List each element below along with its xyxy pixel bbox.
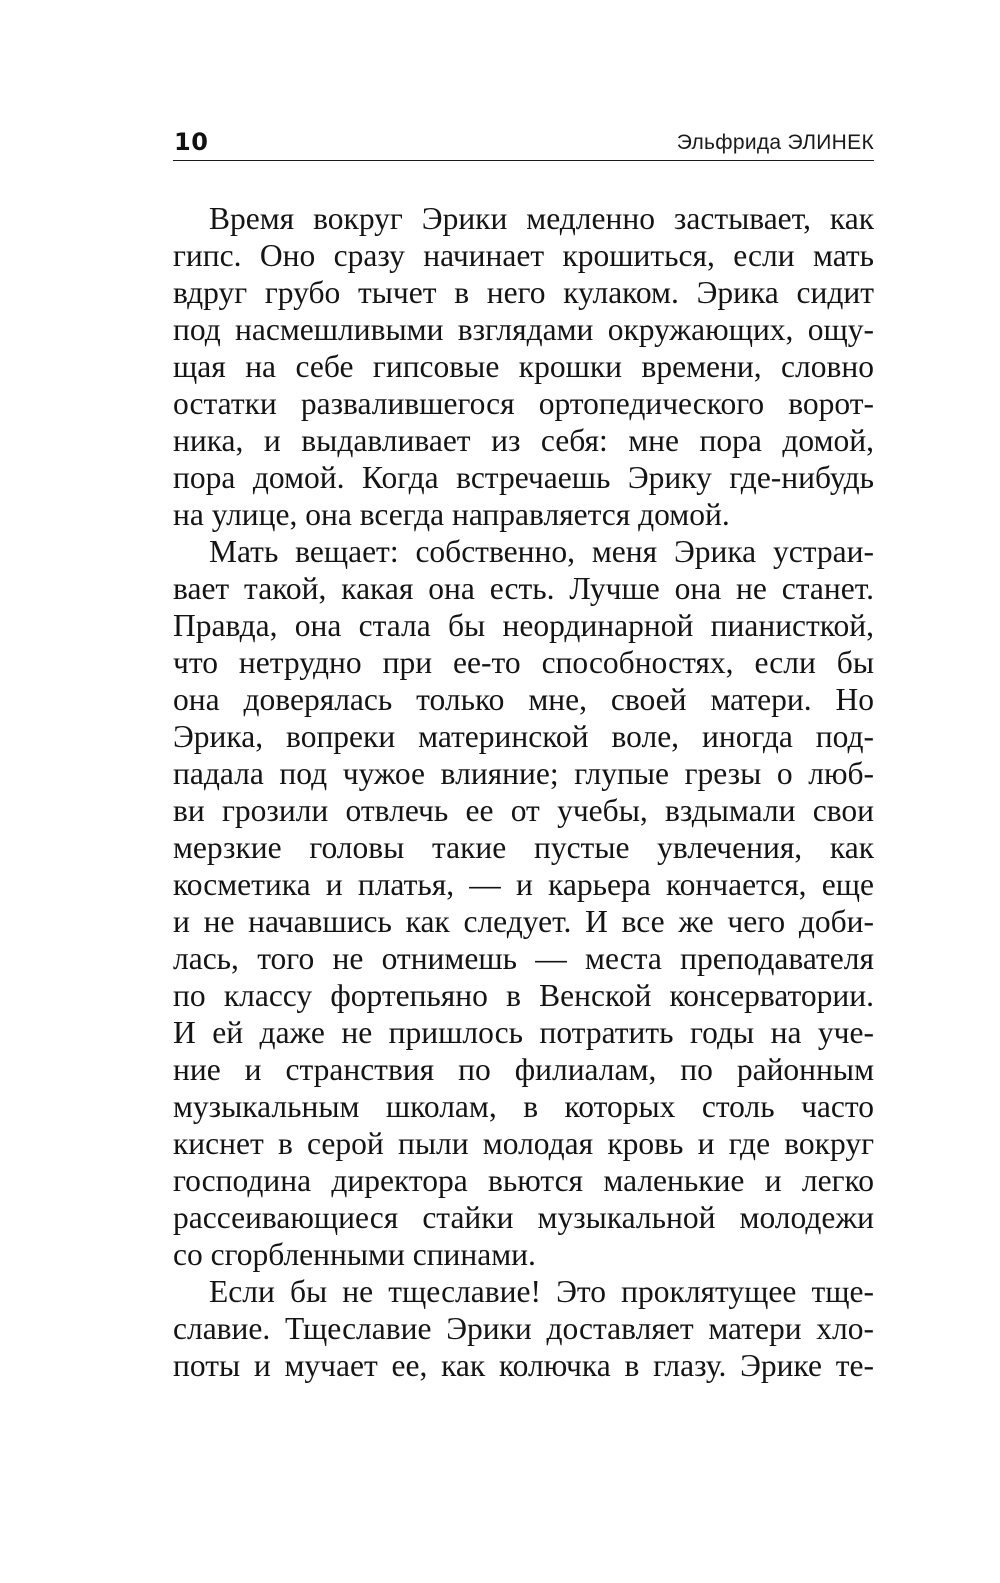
text-line: ника, и выдавливает из себя: мне пора домой, [173,423,874,458]
text-line: славие. Тщеславие Эрики доставляет матери хло- [173,1311,874,1346]
text-line: Эрика, вопреки материнской воле, иногда под- [173,719,874,754]
text-line: падала под чужое влияние; глупые грезы о люб- [173,756,874,791]
paragraph-2 [173,533,874,1273]
paragraph-3 [173,1273,874,1384]
text-line: Если бы не тщеславие! Это проклятущее тще- [209,1274,874,1309]
text-line: гипс. Оно сразу начинает крошиться, если мать [173,238,874,273]
page-header [173,126,874,161]
text-line: поты и мучает ее, как колючка в глазу. Эрике те- [173,1348,874,1383]
text-line: вдруг грубо тычет в него кулаком. Эрика сидит [173,275,874,310]
text-line: косметика и платья, — и карьера кончается, еще [173,867,874,902]
text-line: на улице, она всегда направляется домой. [173,497,730,532]
text-line: лась, того не отнимешь — места преподавателя [173,941,874,976]
text-line: киснет в серой пыли молодая кровь и где вокруг [173,1126,874,1161]
page-number: 10 [174,128,209,156]
text-line: рассеивающиеся стайки музыкальной молодежи [173,1200,874,1235]
text-line: она доверялась только мне, своей матери. Но [173,682,874,717]
text-line: пора домой. Когда встречаешь Эрику где-нибудь [173,460,874,495]
text-line: господина директора вьются маленькие и легко [173,1163,874,1198]
text-line: И ей даже не пришлось потратить годы на уче- [173,1015,874,1050]
text-line: ние и странствия по филиалам, по районным [173,1052,874,1087]
text-line: по классу фортепьяно в Венской консерватории. [173,978,874,1013]
text-line: Правда, она стала бы неординарной пианисткой, [173,608,874,643]
text-line: остатки развалившегося ортопедического ворот- [173,386,874,421]
text-line: вает такой, какая она есть. Лучше она не станет. [173,571,874,606]
paragraph-1 [173,200,874,533]
text-line: со сгорбленными спинами. [173,1237,536,1272]
text-line: ви грозили отвлечь ее от учебы, вздымали свои [173,793,874,828]
text-line: музыкальным школам, в которых столь часто [173,1089,874,1124]
body-text [173,200,874,1384]
text-line: Мать вещает: собственно, меня Эрика устраи- [209,534,874,569]
text-line: и не начавшись как следует. И все же чего доби- [173,904,874,939]
text-line: Время вокруг Эрики медленно застывает, как [209,201,874,236]
running-head-author: Эльфрида ЭЛИНЕК [676,131,874,154]
text-line: щая на себе гипсовые крошки времени, словно [173,349,874,384]
text-line: под насмешливыми взглядами окружающих, ощу- [173,312,874,347]
text-line: что нетрудно при ее-то способностях, если бы [173,645,874,680]
text-line: мерзкие головы такие пустые увлечения, как [173,830,874,865]
